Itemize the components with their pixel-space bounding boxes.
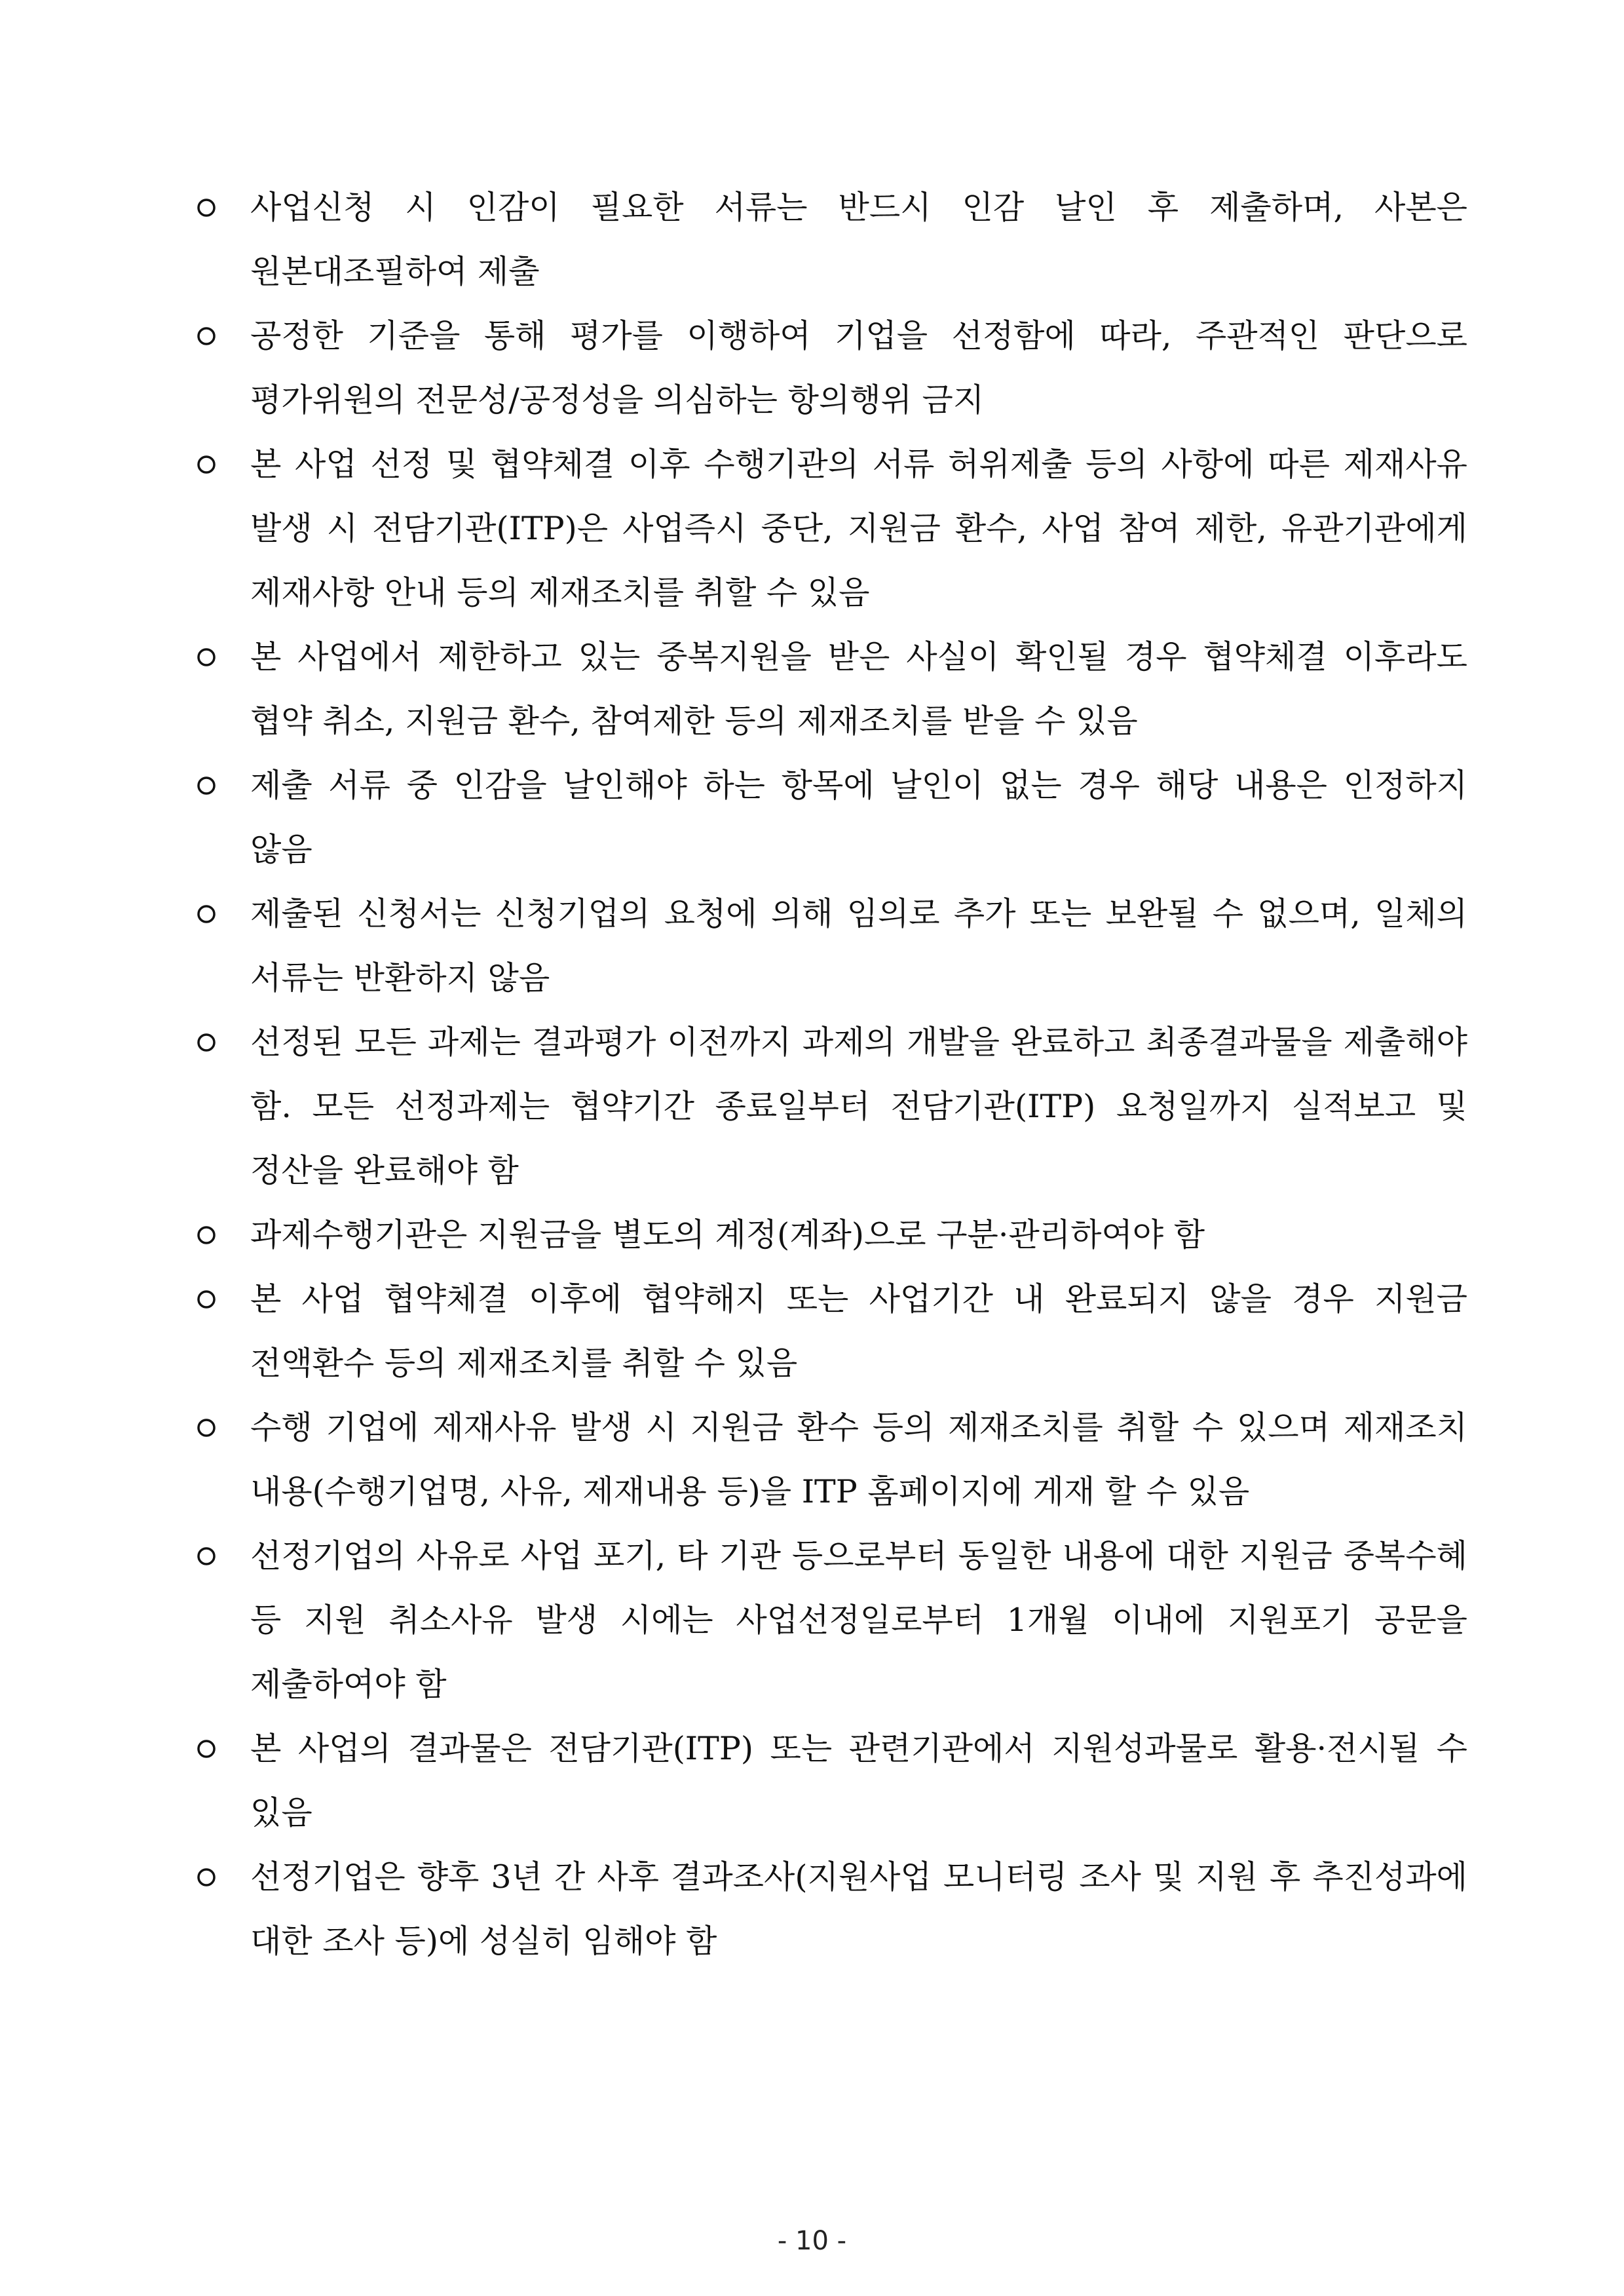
list-item-text: 제출 서류 중 인감을 날인해야 하는 항목에 날인이 없는 경우 해당 내용은 인정하지 않음 [250,767,1467,868]
list-item-text: 제출된 신청서는 신청기업의 요청에 의해 임의로 추가 또는 보완될 수 없으며, 일체의 서류는 반환하지 않음 [250,895,1467,997]
hollow-circle-icon [197,1010,236,1075]
list-item [197,176,1467,304]
list-item [197,1203,1467,1267]
list-item [197,882,1467,1010]
list-item-text: 과제수행기관은 지원금을 별도의 계정(계좌)으로 구분·관리하여야 함 [250,1216,1205,1253]
hollow-circle-icon [197,1524,236,1588]
hollow-circle-icon [197,304,236,368]
list-item [197,1010,1467,1203]
list-item-text: 수행 기업에 제재사유 발생 시 지원금 환수 등의 제재조치를 취할 수 있으며 제재조치 내용(수행기업명, 사유, 제재내용 등)을 ITP 홈페이지에 게재 할 수 있음 [250,1409,1467,1510]
list-item [197,1267,1467,1396]
list-item [197,754,1467,882]
hollow-circle-icon [197,754,236,818]
list-item-text: 본 사업 협약체결 이후에 협약해지 또는 사업기간 내 완료되지 않을 경우 지원금 전액환수 등의 제재조치를 취할 수 있음 [250,1280,1467,1382]
list-item [197,625,1467,754]
list-item [197,1396,1467,1524]
notice-list [197,176,1467,1974]
hollow-circle-icon [197,882,236,946]
list-item [197,1524,1467,1717]
list-item-text: 본 사업에서 제한하고 있는 중복지원을 받은 사실이 확인될 경우 협약체결 이후라도 협약 취소, 지원금 환수, 참여제한 등의 제재조치를 받을 수 있음 [250,638,1467,740]
hollow-circle-icon [197,1717,236,1781]
list-item [197,1845,1467,1974]
hollow-circle-icon [197,1267,236,1331]
list-item [197,1717,1467,1845]
list-item-text: 사업신청 시 인감이 필요한 서류는 반드시 인감 날인 후 제출하며, 사본은 원본대조필하여 제출 [250,189,1467,290]
list-item-text: 선정기업은 향후 3년 간 사후 결과조사(지원사업 모니터링 조사 및 지원 후 추진성과에 대한 조사 등)에 성실히 임해야 함 [250,1858,1467,1960]
hollow-circle-icon [197,1845,236,1909]
hollow-circle-icon [197,176,236,240]
list-item-text: 선정기업의 사유로 사업 포기, 타 기관 등으로부터 동일한 내용에 대한 지원금 중복수혜 등 지원 취소사유 발생 시에는 사업선정일로부터 1개월 이내에 지원포기 공문을 제출하여야 함 [250,1537,1467,1703]
hollow-circle-icon [197,432,236,497]
list-item-text: 공정한 기준을 통해 평가를 이행하여 기업을 선정함에 따라, 주관적인 판단으로 평가위원의 전문성/공정성을 의심하는 항의행위 금지 [250,317,1467,419]
list-item-text: 본 사업의 결과물은 전담기관(ITP) 또는 관련기관에서 지원성과물로 활용·전시될 수 있음 [250,1730,1467,1831]
list-item-text: 선정된 모든 과제는 결과평가 이전까지 과제의 개발을 완료하고 최종결과물을 제출해야 함. 모든 선정과제는 협약기간 종료일부터 전담기관(ITP) 요청일까지 실적보고 및 정산을 완료해야 함 [250,1024,1467,1189]
page-number: - 10 - [777,2226,847,2256]
hollow-circle-icon [197,625,236,689]
hollow-circle-icon [197,1203,236,1267]
list-item-text: 본 사업 선정 및 협약체결 이후 수행기관의 서류 허위제출 등의 사항에 따른 제재사유 발생 시 전담기관(ITP)은 사업즉시 중단, 지원금 환수, 사업 참여 제한, 유관기관에게 제재사항 안내 등의 제재조치를 취할 수 있음 [250,446,1467,611]
list-item [197,304,1467,432]
list-item [197,432,1467,625]
hollow-circle-icon [197,1396,236,1460]
